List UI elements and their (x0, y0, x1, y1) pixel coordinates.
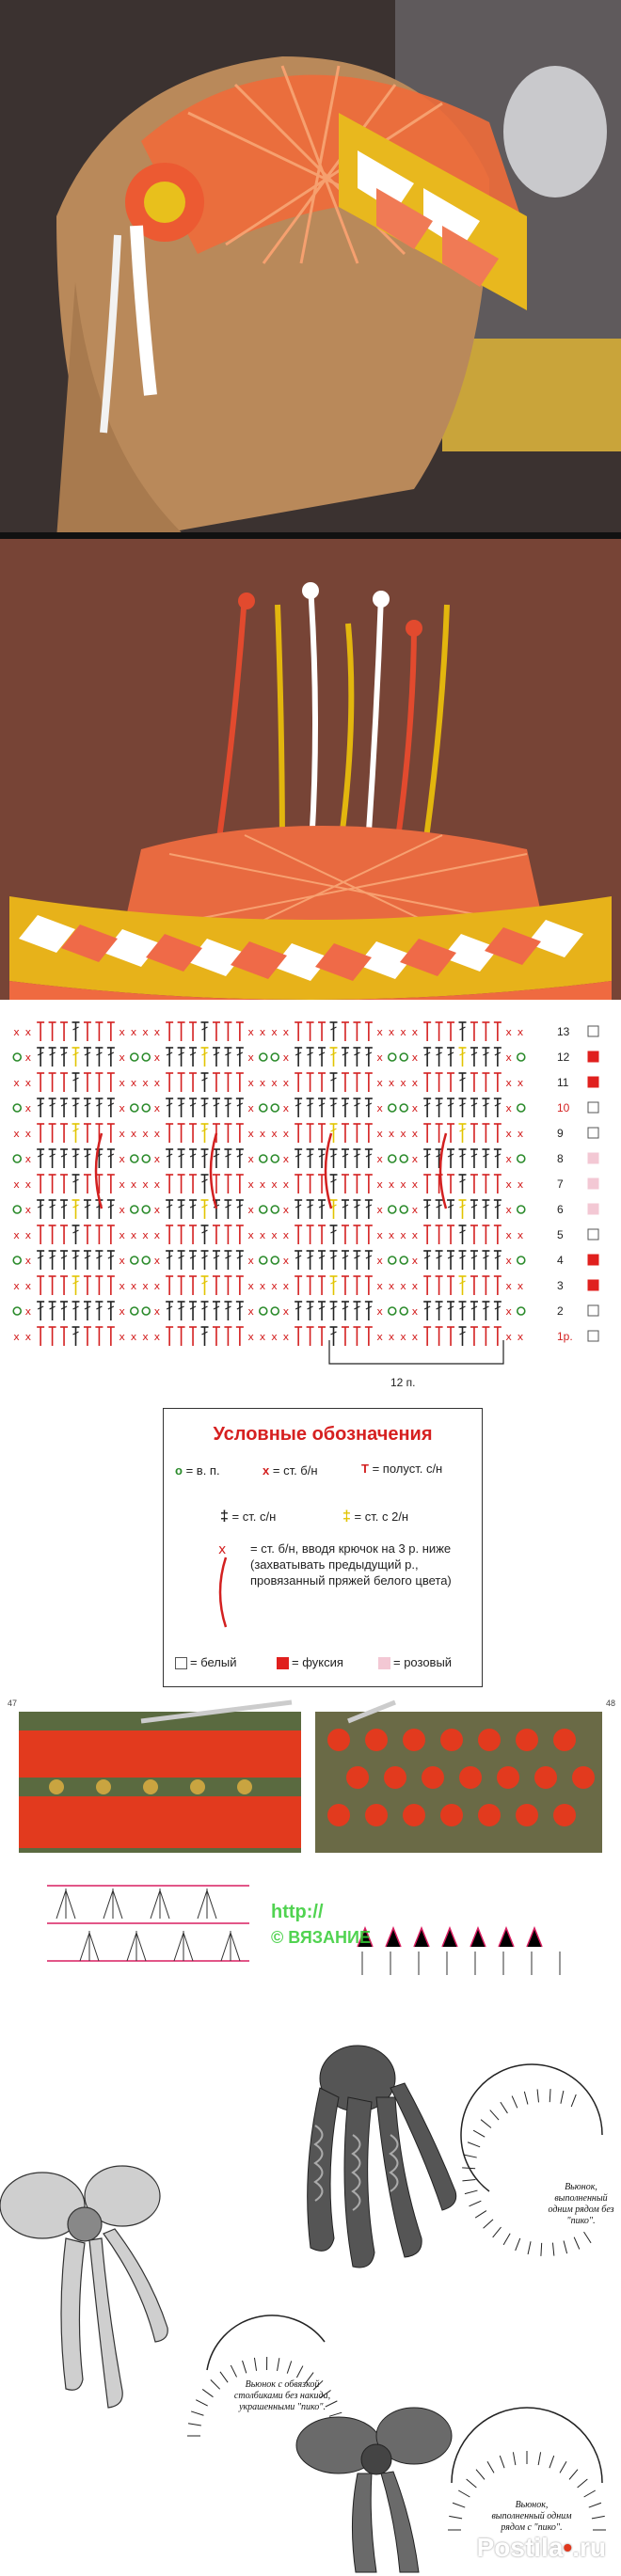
sc-mark: x (505, 1077, 512, 1089)
chain-mark (518, 1104, 525, 1112)
sc-mark: x (119, 1305, 125, 1318)
sc-mark: x (247, 1229, 254, 1241)
row-color-swatch (588, 1153, 598, 1163)
chain-mark (13, 1053, 21, 1061)
chain-mark (400, 1155, 407, 1162)
row-color-swatch (588, 1305, 598, 1316)
watermark-text: © ВЯЗАНИЕ (271, 1928, 371, 1947)
half-double-icon: T (361, 1462, 369, 1476)
sc-mark: x (282, 1026, 290, 1038)
sc-mark: x (24, 1255, 32, 1267)
sc-mark: x (411, 1102, 419, 1114)
chain-mark (142, 1307, 150, 1315)
row-label: 3 (557, 1279, 564, 1292)
sc-mark: x (282, 1255, 290, 1267)
sc-mark: x (153, 1077, 161, 1089)
magazine-spread (0, 1693, 621, 2027)
sc-mark: x (388, 1178, 395, 1191)
sc-mark: x (282, 1128, 290, 1140)
sc-mark: x (247, 1280, 254, 1292)
single-crochet-icon: x (263, 1463, 270, 1478)
sc-mark: x (259, 1077, 266, 1089)
watermark-url: http:// (271, 1902, 324, 1922)
row-color-swatch (588, 1331, 598, 1341)
sc-mark: x (119, 1331, 125, 1343)
sc-mark: x (153, 1102, 161, 1114)
long-stitch-mark (211, 1133, 216, 1209)
sc-mark: x (411, 1051, 419, 1064)
sc-mark: x (13, 1178, 20, 1191)
row-color-swatch (588, 1102, 598, 1113)
row-label: 5 (557, 1228, 564, 1241)
sc-mark: x (282, 1331, 290, 1343)
sc-mark: x (517, 1331, 524, 1343)
chain-mark (131, 1206, 138, 1213)
sc-mark: x (247, 1153, 254, 1165)
sc-mark: x (142, 1128, 149, 1140)
row-color-swatch (588, 1229, 598, 1240)
chain-mark (271, 1206, 279, 1213)
sc-mark: x (388, 1280, 395, 1292)
chain-mark (13, 1155, 21, 1162)
sc-mark: x (247, 1331, 254, 1343)
sc-mark: x (130, 1280, 137, 1292)
row-color-swatch (588, 1051, 598, 1062)
chain-mark (400, 1104, 407, 1112)
site-logo-name: Postila (476, 2533, 564, 2562)
row-label: 7 (557, 1177, 564, 1191)
sc-mark: x (282, 1305, 290, 1318)
sc-mark: x (119, 1051, 125, 1064)
legend-polust (361, 1462, 442, 1476)
chain-mark (142, 1155, 150, 1162)
sc-mark: x (24, 1305, 32, 1318)
legend-st2n-text: = ст. с 2/н (354, 1509, 409, 1524)
legend-title: Условные обозначения (213, 1424, 433, 1445)
legend-vp-text: = в. п. (185, 1463, 220, 1478)
sc-mark: x (153, 1331, 161, 1343)
sc-mark: x (259, 1026, 266, 1038)
row-label: 11 (557, 1076, 569, 1089)
chain-mark (400, 1053, 407, 1061)
row-label: 8 (557, 1152, 564, 1165)
chain-mark (389, 1206, 396, 1213)
sc-mark: x (411, 1280, 419, 1292)
chain-mark (518, 1256, 525, 1264)
sc-mark: x (119, 1204, 125, 1216)
chain-mark (400, 1256, 407, 1264)
legend-st2n (342, 1509, 408, 1525)
sc-mark: x (259, 1178, 266, 1191)
row-label: 6 (557, 1203, 564, 1216)
sc-mark: x (13, 1331, 20, 1343)
chain-mark (389, 1155, 396, 1162)
white-swatch (175, 1657, 187, 1669)
sc-mark: x (130, 1077, 137, 1089)
sc-mark: x (376, 1051, 383, 1064)
sc-mark: x (24, 1331, 32, 1343)
sc-mark: x (259, 1331, 266, 1343)
legend-fuchsia-text: = фуксия (292, 1655, 343, 1669)
sc-mark: x (119, 1178, 125, 1191)
sc-mark: x (411, 1331, 419, 1343)
sc-mark: x (142, 1026, 149, 1038)
sc-mark: x (142, 1280, 149, 1292)
row-color-swatch (588, 1280, 598, 1290)
row-label: 12 (557, 1051, 570, 1064)
sc-mark: x (24, 1128, 32, 1140)
sc-mark: x (13, 1026, 20, 1038)
sc-mark: x (411, 1229, 419, 1241)
chain-mark (271, 1053, 279, 1061)
sc-mark: x (376, 1102, 383, 1114)
chain-mark (389, 1307, 396, 1315)
sc-mark: x (24, 1153, 32, 1165)
sc-mark: x (130, 1026, 137, 1038)
chain-mark (260, 1206, 267, 1213)
sc-mark: x (517, 1077, 524, 1089)
chain-mark (13, 1104, 21, 1112)
sc-mark: x (24, 1051, 32, 1064)
sc-mark: x (505, 1026, 512, 1038)
sc-mark: x (505, 1280, 512, 1292)
sc-mark: x (376, 1229, 383, 1241)
site-logo-dot: • (563, 2533, 573, 2562)
sc-mark: x (388, 1026, 395, 1038)
chain-mark (13, 1307, 21, 1315)
chain-mark (142, 1104, 150, 1112)
spirals-illustration (0, 2031, 621, 2576)
sc-mark: x (376, 1331, 383, 1343)
long-stitch-mark (326, 1133, 331, 1209)
treble-crochet-icon: ‡ (342, 1509, 351, 1525)
sc-mark: x (517, 1128, 524, 1140)
sc-mark: x (119, 1153, 125, 1165)
legend-stbn (263, 1463, 318, 1478)
chain-mark (13, 1206, 21, 1213)
sc-mark: x (247, 1204, 254, 1216)
chain-mark (131, 1104, 138, 1112)
sc-mark: x (505, 1204, 512, 1216)
chain-mark (518, 1053, 525, 1061)
sc-mark: x (24, 1229, 32, 1241)
row-label: 13 (557, 1025, 570, 1038)
sc-mark: x (247, 1077, 254, 1089)
sc-mark: x (282, 1229, 290, 1241)
mini-chart-right (348, 1895, 574, 1989)
sc-mark: x (153, 1280, 161, 1292)
chain-mark (142, 1053, 150, 1061)
long-stitch-mark (440, 1133, 446, 1209)
sc-mark: x (400, 1026, 406, 1038)
chain-mark (260, 1307, 267, 1315)
sc-mark: x (153, 1229, 161, 1241)
sc-mark: x (376, 1255, 383, 1267)
sc-mark: x (153, 1178, 161, 1191)
sc-mark: x (119, 1229, 125, 1241)
sc-mark: x (153, 1204, 161, 1216)
sc-mark: x (153, 1153, 161, 1165)
sc-mark: x (400, 1331, 406, 1343)
svg-text:x: x (218, 1542, 227, 1557)
legend-pink-text: = розовый (393, 1655, 453, 1669)
legend-fuchsia (277, 1655, 343, 1669)
legend-polust-text: = полуст. с/н (372, 1462, 443, 1476)
sc-mark: x (411, 1026, 419, 1038)
caption-spiral-1: Вьюнок, выполненный одним рядом без "пико". (548, 2182, 614, 2226)
chain-mark (142, 1206, 150, 1213)
legend-white (175, 1655, 237, 1669)
chain-mark (131, 1256, 138, 1264)
sc-mark: x (411, 1204, 419, 1216)
mini-chart-left (38, 1872, 259, 1984)
sc-mark: x (24, 1280, 32, 1292)
sc-mark: x (119, 1026, 125, 1038)
sc-mark: x (282, 1153, 290, 1165)
chain-mark (260, 1256, 267, 1264)
sc-mark: x (13, 1077, 20, 1089)
row-color-swatch (588, 1128, 598, 1138)
sc-mark: x (505, 1229, 512, 1241)
sc-mark: x (271, 1026, 278, 1038)
repeat-bracket (329, 1340, 503, 1364)
sc-mark: x (247, 1026, 254, 1038)
chain-mark (389, 1104, 396, 1112)
sc-mark: x (259, 1280, 266, 1292)
row-color-swatch (588, 1255, 598, 1265)
sc-mark: x (130, 1178, 137, 1191)
sc-mark: x (505, 1305, 512, 1318)
sc-mark: x (376, 1204, 383, 1216)
sc-mark: x (376, 1026, 383, 1038)
sc-mark: x (282, 1178, 290, 1191)
sc-mark: x (24, 1178, 32, 1191)
chain-mark (131, 1155, 138, 1162)
row-label: 2 (557, 1304, 564, 1318)
sc-mark: x (376, 1153, 383, 1165)
sc-mark: x (517, 1178, 524, 1191)
chain-mark (271, 1155, 279, 1162)
sc-mark: x (376, 1305, 383, 1318)
row-color-swatch (588, 1026, 598, 1036)
sc-mark: x (411, 1128, 419, 1140)
legend-stsn-text: = ст. с/н (231, 1509, 277, 1524)
sc-mark: x (153, 1255, 161, 1267)
legend-white-text: = белый (190, 1655, 237, 1669)
chain-mark (271, 1256, 279, 1264)
sc-mark: x (247, 1178, 254, 1191)
sc-mark: x (142, 1077, 149, 1089)
sc-mark: x (411, 1255, 419, 1267)
sc-mark: x (119, 1128, 125, 1140)
sc-mark: x (271, 1280, 278, 1292)
chain-mark (389, 1256, 396, 1264)
chain-mark (389, 1053, 396, 1061)
sc-mark: x (259, 1229, 266, 1241)
photo-child-headband (0, 0, 621, 539)
legend-pink (378, 1655, 452, 1669)
sc-mark: x (282, 1280, 290, 1292)
sc-mark: x (247, 1255, 254, 1267)
chain-mark (271, 1307, 279, 1315)
sc-mark: x (517, 1280, 524, 1292)
row-color-swatch (588, 1204, 598, 1214)
chain-mark (13, 1256, 21, 1264)
sc-mark: x (400, 1178, 406, 1191)
sc-mark: x (388, 1077, 395, 1089)
legend-stsn (220, 1509, 276, 1525)
sc-mark: x (376, 1077, 383, 1089)
sc-mark: x (153, 1051, 161, 1064)
chain-mark (260, 1155, 267, 1162)
sc-mark: x (142, 1331, 149, 1343)
sc-mark: x (376, 1178, 383, 1191)
chain-mark (131, 1307, 138, 1315)
sc-mark: x (119, 1102, 125, 1114)
sc-mark: x (411, 1178, 419, 1191)
sc-mark: x (13, 1128, 20, 1140)
sc-mark: x (24, 1204, 32, 1216)
sc-mark: x (247, 1305, 254, 1318)
sc-mark: x (388, 1128, 395, 1140)
sc-mark: x (130, 1229, 137, 1241)
sc-mark: x (13, 1229, 20, 1241)
sc-mark: x (247, 1102, 254, 1114)
sc-mark: x (142, 1229, 149, 1241)
legend-box (163, 1408, 483, 1687)
repeat-label: 12 п. (390, 1376, 416, 1389)
double-crochet-icon: ‡ (220, 1509, 229, 1525)
sc-mark: x (259, 1128, 266, 1140)
sc-mark: x (411, 1077, 419, 1089)
chain-mark (142, 1256, 150, 1264)
sc-mark: x (271, 1128, 278, 1140)
row-color-swatch (588, 1077, 598, 1087)
sc-mark: x (505, 1102, 512, 1114)
legend-long-stitch-text: = ст. б/н, вводя крючок на 3 р. ниже (захватывать предыдущий р., провязанный пряжей белого цвета) (250, 1541, 452, 1588)
sc-mark: x (505, 1153, 512, 1165)
sc-mark: x (388, 1331, 395, 1343)
sc-mark: x (271, 1331, 278, 1343)
sc-mark: x (130, 1331, 137, 1343)
chain-mark (271, 1104, 279, 1112)
sc-mark: x (13, 1280, 20, 1292)
sc-mark: x (119, 1255, 125, 1267)
chain-mark (260, 1053, 267, 1061)
sc-mark: x (505, 1255, 512, 1267)
chain-mark (400, 1307, 407, 1315)
sc-mark: x (376, 1128, 383, 1140)
sc-mark: x (142, 1178, 149, 1191)
sc-mark: x (119, 1280, 125, 1292)
sc-mark: x (271, 1229, 278, 1241)
sc-mark: x (247, 1128, 254, 1140)
sc-mark: x (282, 1102, 290, 1114)
sc-mark: x (517, 1229, 524, 1241)
row-label: 4 (557, 1254, 564, 1267)
legend-vp (175, 1463, 220, 1478)
chain-mark (518, 1307, 525, 1315)
sc-mark: x (153, 1026, 161, 1038)
row-color-swatch (588, 1178, 598, 1189)
sc-mark: x (517, 1026, 524, 1038)
sc-mark: x (153, 1305, 161, 1318)
legend-stbn-text: = ст. б/н (272, 1463, 318, 1478)
sc-mark: x (505, 1128, 512, 1140)
sc-mark: x (400, 1280, 406, 1292)
sc-mark: x (119, 1077, 125, 1089)
sc-mark: x (24, 1026, 32, 1038)
photo-flat-headband (0, 539, 621, 1000)
sc-mark: x (505, 1051, 512, 1064)
row-label: 1р. (557, 1330, 573, 1343)
caption-spiral-3: Вьюнок, выполненный одним рядом с "пико". (491, 2500, 572, 2533)
row-label: 10 (557, 1101, 570, 1114)
page-number-right: 48 (606, 1699, 616, 1708)
chain-mark (131, 1053, 138, 1061)
chain-mark (400, 1206, 407, 1213)
sc-mark: x (400, 1229, 406, 1241)
sc-mark: x (271, 1077, 278, 1089)
page-number-left: 47 (8, 1699, 18, 1708)
sc-mark: x (130, 1128, 137, 1140)
sc-mark: x (247, 1051, 254, 1064)
row-label: 9 (557, 1127, 564, 1140)
sc-mark: x (400, 1077, 406, 1089)
long-stitch-mark (96, 1133, 102, 1209)
sc-mark: x (24, 1077, 32, 1089)
sc-mark: x (388, 1229, 395, 1241)
sc-mark: x (153, 1128, 161, 1140)
sc-mark: x (282, 1204, 290, 1216)
crochet-chart (0, 1002, 621, 1406)
chain-mark (260, 1104, 267, 1112)
crochet-chart-svg (0, 1002, 621, 1406)
sc-mark: x (411, 1305, 419, 1318)
site-logo (477, 2533, 606, 2563)
sc-mark: x (376, 1280, 383, 1292)
sc-mark: x (24, 1102, 32, 1114)
sc-mark: x (505, 1331, 512, 1343)
caption-spiral-2: Вьюнок с обвязкой столбиками без накида, украшенными "пико". (233, 2379, 331, 2412)
sc-mark: x (505, 1178, 512, 1191)
sc-mark: x (271, 1178, 278, 1191)
sc-mark: x (282, 1077, 290, 1089)
chain-mark (518, 1155, 525, 1162)
site-logo-tld: .ru (572, 2533, 606, 2562)
sc-mark: x (411, 1153, 419, 1165)
chain-icon: o (175, 1463, 183, 1478)
chain-mark (518, 1206, 525, 1213)
pink-swatch (378, 1657, 390, 1669)
long-stitch-icon (213, 1541, 241, 1635)
sc-mark: x (400, 1128, 406, 1140)
fuchsia-swatch (277, 1657, 289, 1669)
sc-mark: x (282, 1051, 290, 1064)
